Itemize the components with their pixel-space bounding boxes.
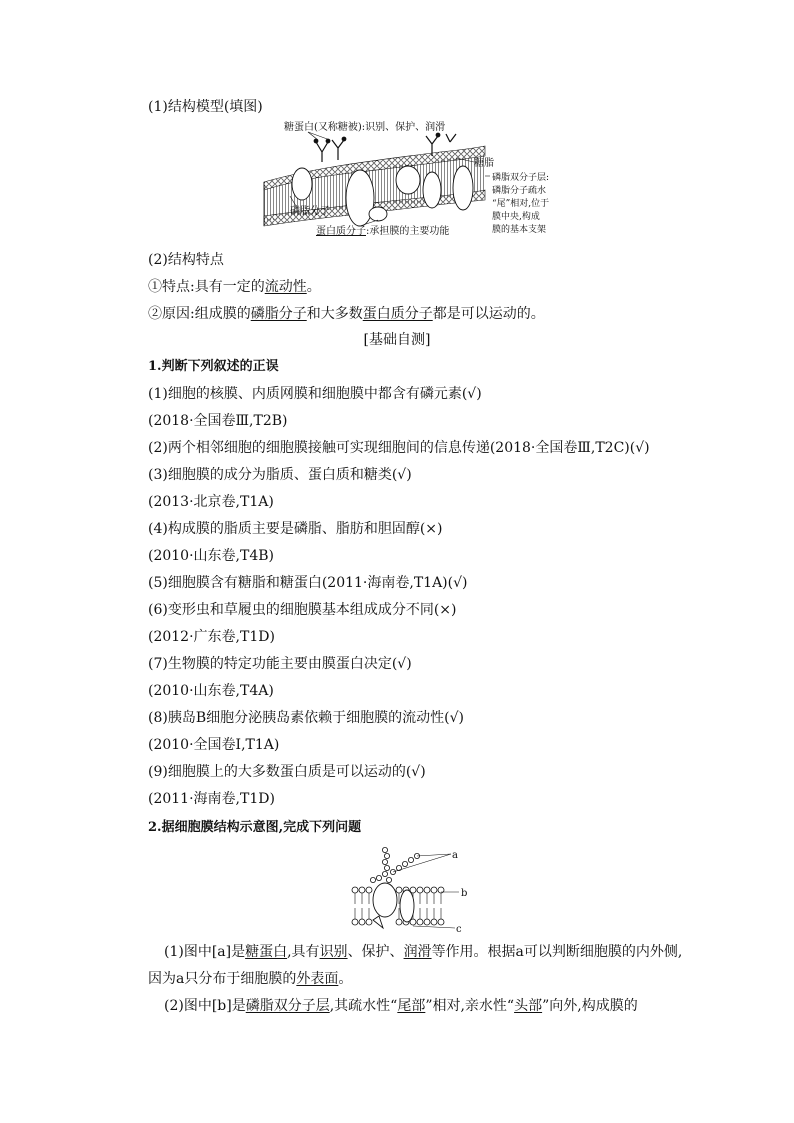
reason-end: 都是可以运动的。 [432, 306, 545, 322]
q2-answer-1-line-1 [164, 942, 682, 962]
answer-recognition: 识别 [319, 944, 348, 960]
diagram-label-b: b [461, 888, 468, 899]
text-segment: ”向外,构成膜的 [542, 998, 638, 1014]
feature-end: 。 [306, 279, 321, 295]
section-title-structure-feature: (2)结构特点 [148, 252, 224, 268]
reason-answer-2: 蛋白质分子 [362, 306, 433, 322]
q1-item: (1)细胞的核膜、内质网膜和细胞膜中都含有磷元素(√) [148, 386, 482, 402]
protein-label-term: 蛋白质分子 [316, 226, 366, 237]
text-segment: ,具有 [287, 944, 320, 960]
q1-title: 1.判断下列叙述的正误 [148, 359, 279, 374]
bilayer-label-line-4: 膜中央,构成 [492, 212, 540, 222]
text-segment: (2)图中[b]是 [164, 998, 246, 1014]
answer-lubrication: 润滑 [403, 944, 432, 960]
q1-item: (2010·山东卷,T4A) [148, 683, 274, 699]
self-test-heading: [基础自测] [363, 332, 431, 348]
text-segment: ,其疏水性“ [329, 998, 398, 1014]
upper-phospholipid-heads [352, 887, 444, 893]
membrane-schematic-diagram [345, 842, 475, 934]
q1-item: (4)构成膜的脂质主要是磷脂、脂肪和胆固醇(×) [148, 521, 443, 537]
q1-item: (2013·北京卷,T1A) [148, 494, 274, 510]
text-segment: 、保护、 [347, 944, 404, 960]
membrane-structure-diagram [260, 118, 590, 242]
answer-glycoprotein: 糖蛋白 [245, 944, 288, 960]
q1-item: (2010·全国卷Ⅰ,T1A) [148, 737, 280, 753]
schematic-proteins [373, 883, 414, 928]
section-title-structure-model: (1)结构模型(填图) [148, 99, 263, 115]
answer-head: 头部 [514, 998, 543, 1014]
bilayer-label-line-2: 磷脂分子疏水 [492, 186, 547, 196]
q1-item: (8)胰岛B细胞分泌胰岛素依赖于细胞膜的流动性(√) [148, 710, 464, 726]
q2-answer-1-line-2 [148, 969, 352, 989]
q1-item: (2)两个相邻细胞的细胞膜接触可实现细胞间的信息传递(2018·全国卷Ⅲ,T2C)(√) [148, 440, 650, 456]
answer-bilayer: 磷脂双分子层 [245, 998, 330, 1014]
text-segment: (1)图中[a]是 [164, 944, 246, 960]
text-segment: 等作用。根据a可以判断细胞膜的内外侧, [431, 944, 683, 960]
q1-item: (2011·海南卷,T1D) [148, 791, 275, 807]
answer-tail: 尾部 [397, 998, 426, 1014]
diagram-label-c: c [456, 924, 462, 934]
text-segment: ”相对,亲水性“ [425, 998, 515, 1014]
reason-prefix: ②原因:组成膜的 [148, 306, 251, 322]
answer-outer-surface: 外表面 [296, 971, 339, 987]
q1-item: (9)细胞膜上的大多数蛋白质是可以运动的(√) [148, 764, 426, 780]
reason-answer-1: 磷脂分子 [250, 306, 307, 322]
text-segment: 因为a只分布于细胞膜的 [148, 971, 297, 987]
glycoprotein-label: 糖蛋白(又称糖被):识别、保护、润滑 [284, 122, 446, 133]
protein-label [316, 224, 449, 237]
q1-item: (2010·山东卷,T4B) [148, 548, 274, 564]
glycolipid-label: 糖脂 [474, 158, 494, 169]
q1-item: (5)细胞膜含有糖脂和糖蛋白(2011·海南卷,T1A)(√) [148, 575, 468, 591]
q1-item: (2012·广东卷,T1D) [148, 629, 275, 645]
feature-answer: 流动性 [264, 279, 307, 295]
q1-item: (2018·全国卷Ⅲ,T2B) [148, 413, 288, 429]
q1-item: (6)变形虫和草履虫的细胞膜基本组成成分不同(×) [148, 602, 457, 618]
bilayer-label-line-5: 膜的基本支架 [492, 225, 547, 235]
q2-answer-2-line-1 [164, 996, 638, 1016]
bilayer-label-line-3: “尾”相对,位于 [492, 199, 550, 209]
reason-line [148, 304, 545, 324]
q2-title: 2.据细胞膜结构示意图,完成下列问题 [148, 820, 362, 835]
phospholipid-tails [355, 893, 441, 919]
q1-item: (3)细胞膜的成分为脂质、蛋白质和糖类(√) [148, 467, 412, 483]
feature-line [148, 277, 321, 297]
phospholipid-label: 磷脂分子 [290, 206, 330, 217]
q1-item: (7)生物膜的特定功能主要由膜蛋白决定(√) [148, 656, 412, 672]
bilayer-label-line-1: 磷脂双分子层: [492, 173, 550, 183]
reason-mid: 和大多数 [306, 306, 363, 322]
feature-prefix: ①特点:具有一定的 [148, 279, 265, 295]
text-segment: 。 [338, 971, 353, 987]
protein-label-desc: :承担膜的主要功能 [366, 226, 450, 237]
diagram-label-a: a [452, 850, 458, 861]
glycoprotein-chain [370, 847, 419, 882]
lower-phospholipid-heads [352, 919, 444, 925]
